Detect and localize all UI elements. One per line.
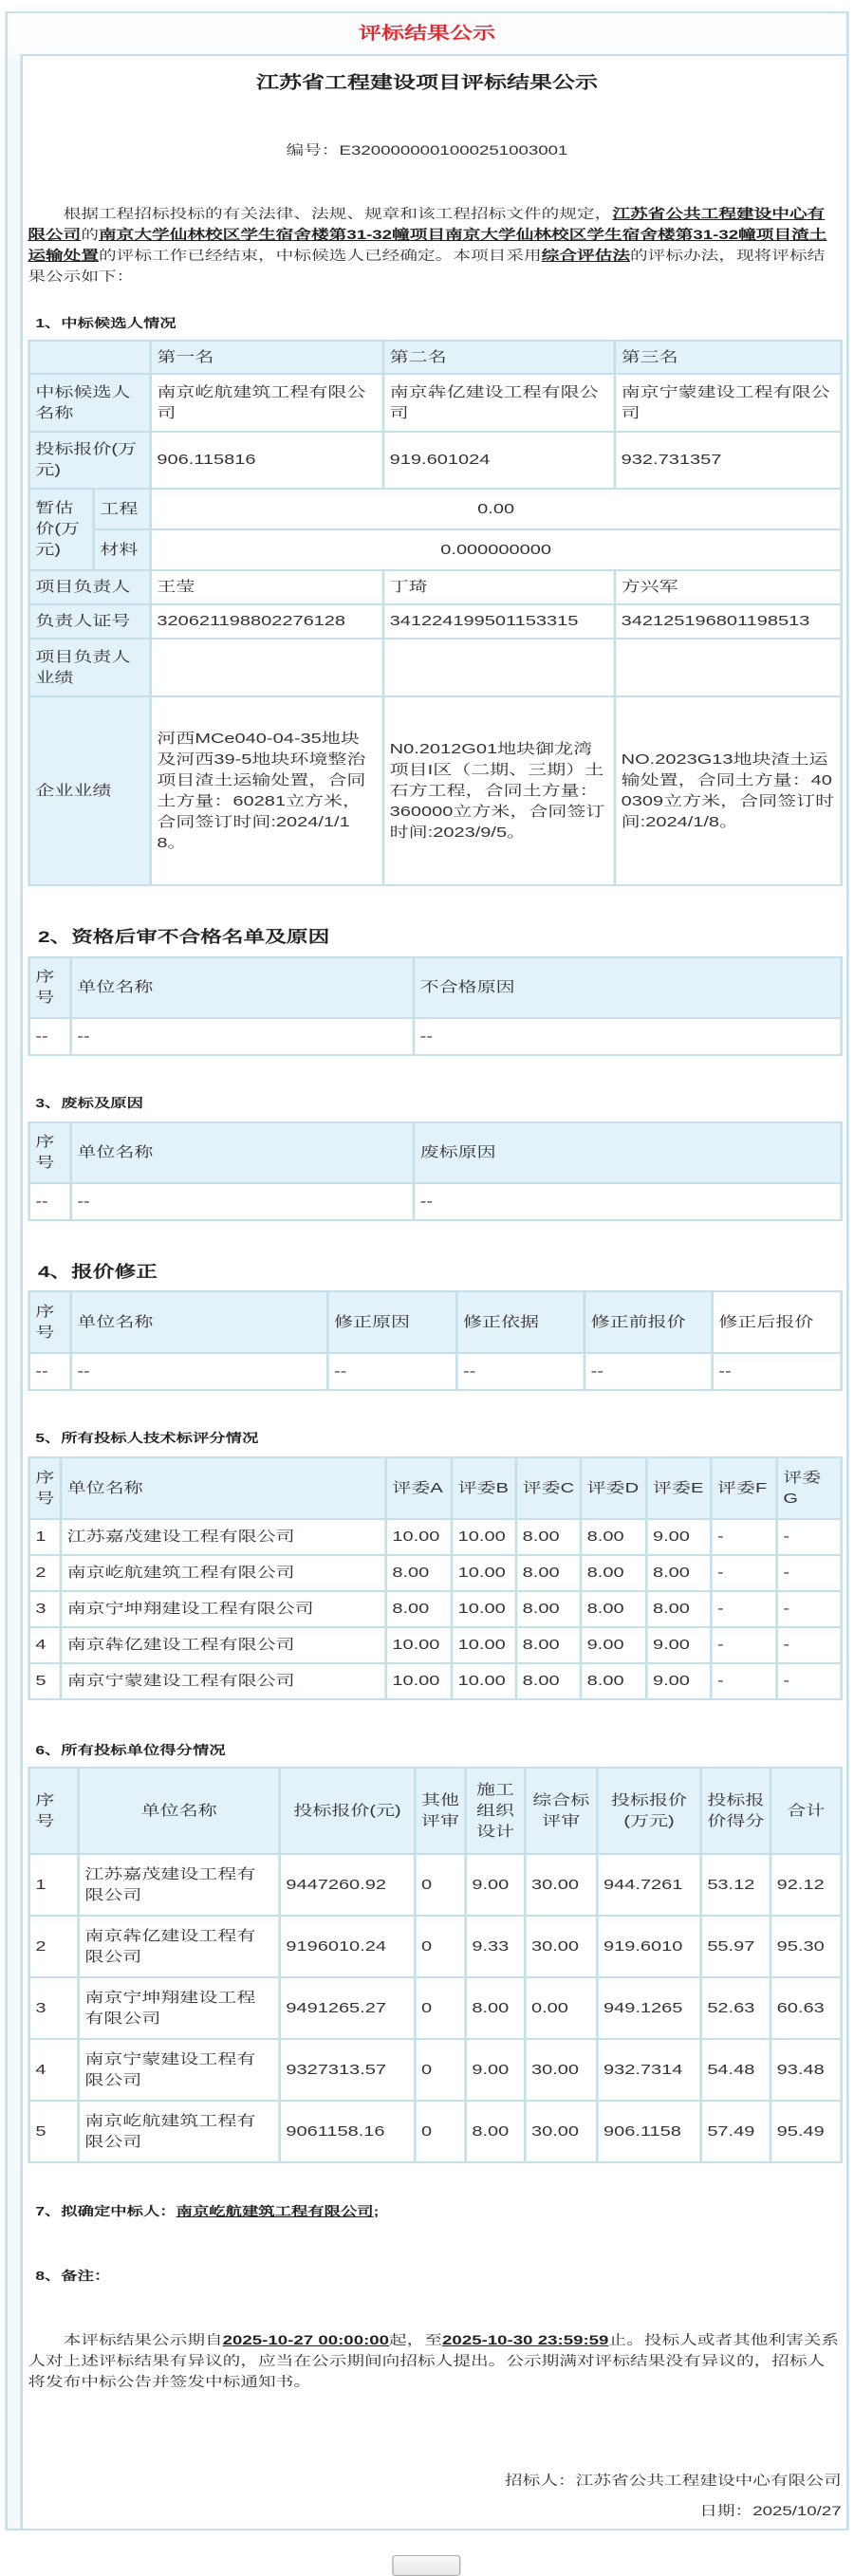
table-cell: 南京宁蒙建设工程有限公司 <box>79 2039 280 2101</box>
table-cell: 南京屹航建筑工程有限公司 <box>61 1555 386 1591</box>
banner-title: 评标结果公示 <box>8 13 846 56</box>
table-cell: 8.00 <box>386 1591 452 1627</box>
table-cell: 8.00 <box>386 1555 452 1591</box>
table-cell: 10.00 <box>386 1519 452 1555</box>
section-6-heading: 6、所有投标单位得分情况 <box>35 1743 226 1757</box>
bottom-button[interactable] <box>392 2555 460 2576</box>
table-cell: -- <box>29 1018 71 1055</box>
project-manager: 王莹 <box>151 570 383 604</box>
table-cell: 30.00 <box>525 2101 597 2162</box>
column-header: 废标原因 <box>414 1122 842 1183</box>
table-cell: 南京犇亿建设工程有限公司 <box>79 1916 280 1977</box>
table-cell: 54.48 <box>701 2039 770 2101</box>
punctuation: ; <box>373 2204 380 2218</box>
table-cell: 0 <box>415 2039 465 2101</box>
column-header: 投标报价(元) <box>280 1768 416 1854</box>
table-cell: -- <box>414 1183 842 1220</box>
table-cell: 9327313.57 <box>280 2039 416 2101</box>
table-cell: 9.33 <box>466 1916 526 1977</box>
project-manager: 方兴军 <box>615 570 842 604</box>
column-header: 评委E <box>646 1457 711 1519</box>
table-cell: - <box>777 1663 842 1699</box>
table-cell: -- <box>327 1353 456 1390</box>
page-title: 江苏省工程建设项目评标结果公示 <box>255 73 598 92</box>
table-cell: -- <box>29 1183 71 1220</box>
table-cell: 8.00 <box>516 1591 581 1627</box>
table-cell: 9196010.24 <box>280 1916 416 1977</box>
table-cell: 南京宁坤翔建设工程有限公司 <box>61 1591 386 1627</box>
cert-number: 342125196801198513 <box>615 604 842 639</box>
table-cell: -- <box>414 1018 842 1055</box>
row-label: 项目负责人 <box>29 570 151 604</box>
table-cell: 8.00 <box>516 1663 581 1699</box>
table-cell: 30.00 <box>525 1854 597 1916</box>
table-cell: 8.00 <box>516 1519 581 1555</box>
table-cell: 9.00 <box>466 1854 526 1916</box>
table-cell: 4 <box>29 2039 79 2101</box>
column-header: 评委G <box>777 1457 842 1519</box>
section-4-heading: 4、报价修正 <box>37 1263 158 1281</box>
table-row <box>29 1977 842 2039</box>
table-cell: 0 <box>415 1977 465 2039</box>
technical-score-table <box>28 1456 843 1700</box>
table-cell: - <box>711 1663 776 1699</box>
table-cell: 10.00 <box>452 1555 516 1591</box>
table-cell: -- <box>585 1353 713 1390</box>
remarks-paragraph <box>28 2329 841 2392</box>
row-label: 负责人证号 <box>29 604 151 639</box>
section-3-heading: 3、废标及原因 <box>35 1096 143 1110</box>
column-header: 修正后报价 <box>713 1291 842 1353</box>
candidate-name: 南京犇亿建设工程有限公司 <box>383 374 615 432</box>
period-start: 2025-10-27 00:00:00 <box>222 2332 390 2347</box>
table-cell: - <box>711 1555 776 1591</box>
table-cell: 2 <box>29 1916 79 1977</box>
pm-performance <box>151 639 383 696</box>
row-sublabel: 工程 <box>94 489 151 529</box>
table-cell: 9.00 <box>646 1627 711 1663</box>
table-cell: 944.7261 <box>597 1854 700 1916</box>
table-cell: 8.00 <box>581 1591 646 1627</box>
table-cell: 9.00 <box>581 1627 646 1663</box>
table-cell: 3 <box>29 1591 61 1627</box>
column-header: 不合格原因 <box>414 957 842 1018</box>
total-score-table <box>28 1767 843 2163</box>
table-cell: - <box>777 1591 842 1627</box>
table-cell: 93.48 <box>770 2039 842 2101</box>
table-cell: 江苏嘉茂建设工程有限公司 <box>61 1519 386 1555</box>
column-header: 序号 <box>29 1291 71 1353</box>
candidate-name: 南京屹航建筑工程有限公司 <box>151 374 383 432</box>
column-header: 投标报价得分 <box>701 1768 770 1854</box>
est-engineering: 0.00 <box>151 489 842 529</box>
table-row <box>29 1854 842 1916</box>
company-performance: N0.2012G01地块御龙湾项目I区（二期、三期）土石方工程，合同土方量：360000立方米，合同签订时间:2023/9/5。 <box>383 696 615 885</box>
column-header: 评委C <box>516 1457 581 1519</box>
intro-paragraph <box>28 203 841 287</box>
column-header: 修正前报价 <box>585 1291 713 1353</box>
table-cell: -- <box>456 1353 585 1390</box>
table-cell: 57.49 <box>701 2101 770 2162</box>
table-cell: 10.00 <box>386 1627 452 1663</box>
column-header: 评委F <box>711 1457 776 1519</box>
row-label: 投标报价(万元) <box>29 432 151 489</box>
table-cell: 10.00 <box>452 1627 516 1663</box>
table-cell: 8.00 <box>581 1519 646 1555</box>
intro-text: 的评标工作已经结束，中标候选人已经确定。本项目采用 <box>98 248 542 263</box>
table-cell: 1 <box>29 1519 61 1555</box>
table-row <box>29 1663 842 1699</box>
table-row <box>29 1555 842 1591</box>
table-cell: 30.00 <box>525 1916 597 1977</box>
table-cell: 8.00 <box>581 1663 646 1699</box>
table-row <box>29 1627 842 1663</box>
table-cell: 30.00 <box>525 2039 597 2101</box>
rank-header: 第二名 <box>383 341 615 374</box>
table-cell: 906.1158 <box>597 2101 700 2162</box>
table-cell: 0 <box>415 2101 465 2162</box>
remarks-text: 止。投标人或者其他利害关系人对上述评标结果有异议的，应当在公示期间向招标人提出。公示期满对评标结果没有异议的，招标人将发布中标公告并签发中标通知书。 <box>28 2332 840 2389</box>
project-name: 南京大学仙林校区学生宿舍楼第31-32幢项目南京大学仙林校区学生宿舍楼第31-32幢项目渣土运输处置 <box>28 227 827 263</box>
table-cell: 9.00 <box>646 1519 711 1555</box>
table-cell: 4 <box>29 1627 61 1663</box>
column-header: 施工组织设计 <box>466 1768 526 1854</box>
table-row <box>29 2101 842 2162</box>
table-cell: 南京犇亿建设工程有限公司 <box>61 1627 386 1663</box>
row-label: 暂估价(万元) <box>29 489 94 570</box>
table-cell: 10.00 <box>452 1663 516 1699</box>
table-cell: 55.97 <box>701 1916 770 1977</box>
signature-date: 日期：2025/10/27 <box>699 2503 842 2518</box>
column-header: 序号 <box>29 1457 61 1519</box>
table-cell: 95.49 <box>770 2101 842 2162</box>
table-cell: -- <box>71 1353 328 1390</box>
column-header: 单位名称 <box>71 1291 328 1353</box>
table-cell: -- <box>71 1018 414 1055</box>
table-cell: 南京宁坤翔建设工程有限公司 <box>79 1977 280 2039</box>
table-cell: 52.63 <box>701 1977 770 2039</box>
rejected-table <box>28 1121 843 1221</box>
cert-number: 320621198802276128 <box>151 604 383 639</box>
rank-header: 第一名 <box>151 341 383 374</box>
table-cell: 8.00 <box>516 1555 581 1591</box>
table-row <box>29 1519 842 1555</box>
project-manager: 丁琦 <box>383 570 615 604</box>
table-cell: 919.6010 <box>597 1916 700 1977</box>
column-header: 序号 <box>29 957 71 1018</box>
column-header: 单位名称 <box>61 1457 386 1519</box>
side-stripe <box>8 54 23 2529</box>
table-cell: - <box>777 1555 842 1591</box>
table-cell: -- <box>713 1353 842 1390</box>
table-cell: 53.12 <box>701 1854 770 1916</box>
section-7-heading: 7、拟确定中标人： <box>35 2204 176 2218</box>
price-correction-table <box>28 1290 843 1391</box>
table-row <box>29 1591 842 1627</box>
table-cell: 9061158.16 <box>280 2101 416 2162</box>
column-header: 其他评审 <box>415 1768 465 1854</box>
row-label: 企业业绩 <box>29 696 151 885</box>
table-row <box>29 1916 842 1977</box>
tenderer-link: 江苏省公共工程建设中心有限公司 <box>28 206 826 242</box>
disqualified-table <box>28 956 843 1056</box>
company-performance: NO.2023G13地块渣土运输处置，合同土方量：400309立方米，合同签订时间:2024/1/8。 <box>615 696 842 885</box>
remarks-text: 本评标结果公示期自 <box>63 2332 223 2347</box>
table-cell: 8.00 <box>646 1591 711 1627</box>
table-cell: 8.00 <box>516 1627 581 1663</box>
pm-performance <box>383 639 615 696</box>
table-cell: 9491265.27 <box>280 1977 416 2039</box>
table-cell: 8.00 <box>646 1555 711 1591</box>
table-cell: 南京屹航建筑工程有限公司 <box>79 2101 280 2162</box>
table-cell: - <box>777 1519 842 1555</box>
table-cell: 10.00 <box>452 1519 516 1555</box>
row-sublabel: 材料 <box>94 529 151 570</box>
table-cell: 8.00 <box>466 1977 526 2039</box>
table-cell: 0.00 <box>525 1977 597 2039</box>
table-cell: - <box>777 1627 842 1663</box>
section-7 <box>35 2201 379 2219</box>
table-cell: 9.00 <box>646 1663 711 1699</box>
column-header: 单位名称 <box>71 957 414 1018</box>
section-1-heading: 1、中标候选人情况 <box>35 316 176 330</box>
table-cell: 95.30 <box>770 1916 842 1977</box>
candidates-table <box>28 340 843 886</box>
column-header: 序号 <box>29 1768 79 1854</box>
section-2-heading: 2、资格后审不合格名单及原因 <box>37 928 330 946</box>
candidate-name: 南京宁蒙建设工程有限公司 <box>615 374 842 432</box>
column-header: 修正原因 <box>327 1291 456 1353</box>
rank-header: 第三名 <box>615 341 842 374</box>
column-header: 单位名称 <box>79 1768 280 1854</box>
column-header: 评委A <box>386 1457 452 1519</box>
column-header: 评委D <box>581 1457 646 1519</box>
cert-number: 341224199501153315 <box>383 604 615 639</box>
column-header: 综合标评审 <box>525 1768 597 1854</box>
pm-performance <box>615 639 842 696</box>
column-header: 序号 <box>29 1122 71 1183</box>
table-cell: 2 <box>29 1555 61 1591</box>
column-header: 投标报价(万元) <box>597 1768 700 1854</box>
table-cell: 1 <box>29 1854 79 1916</box>
table-row <box>29 2039 842 2101</box>
table-cell: 10.00 <box>452 1591 516 1627</box>
column-header: 评委B <box>452 1457 516 1519</box>
intro-text: 的 <box>81 227 99 242</box>
table-cell: 932.7314 <box>597 2039 700 2101</box>
table-cell: -- <box>29 1353 71 1390</box>
row-label: 项目负责人业绩 <box>29 639 151 696</box>
notice-code: 编号：E3200000001000251003001 <box>286 142 568 158</box>
table-cell: 9.00 <box>466 2039 526 2101</box>
column-header: 单位名称 <box>71 1122 414 1183</box>
bid-price: 932.731357 <box>615 432 842 489</box>
section-8-heading: 8、备注： <box>35 2269 111 2283</box>
eval-method: 综合评估法 <box>541 248 630 263</box>
table-cell: 9447260.92 <box>280 1854 416 1916</box>
intro-text: 的评标办法，现将评标结果公示如下： <box>28 248 826 284</box>
table-cell: 10.00 <box>386 1663 452 1699</box>
remarks-text: 起，至 <box>389 2332 443 2347</box>
table-cell: 92.12 <box>770 1854 842 1916</box>
table-cell: 江苏嘉茂建设工程有限公司 <box>79 1854 280 1916</box>
table-cell: 南京宁蒙建设工程有限公司 <box>61 1663 386 1699</box>
company-performance: 河西MCe040-04-35地块及河西39-5地块环境整治项目渣土运输处置，合同土方量：60281立方米，合同签订时间:2024/1/18。 <box>151 696 383 885</box>
signature-tenderer: 招标人：江苏省公共工程建设中心有限公司 <box>504 2473 842 2488</box>
section-5-heading: 5、所有投标人技术标评分情况 <box>35 1431 259 1445</box>
intro-text: 根据工程招标投标的有关法律、法规、规章和该工程招标文件的规定， <box>63 206 613 221</box>
table-cell: 8.00 <box>581 1555 646 1591</box>
bid-price: 919.601024 <box>383 432 615 489</box>
table-cell: 949.1265 <box>597 1977 700 2039</box>
bid-price: 906.115816 <box>151 432 383 489</box>
table-cell: 0 <box>415 1916 465 1977</box>
table-cell: 5 <box>29 1663 61 1699</box>
period-end: 2025-10-30 23:59:59 <box>442 2332 609 2347</box>
table-cell: 8.00 <box>466 2101 526 2162</box>
table-cell: - <box>711 1627 776 1663</box>
table-cell: - <box>711 1591 776 1627</box>
column-header: 合计 <box>770 1768 842 1854</box>
table-cell: 60.63 <box>770 1977 842 2039</box>
table-cell: 5 <box>29 2101 79 2162</box>
table-cell: - <box>711 1519 776 1555</box>
est-material: 0.000000000 <box>151 529 842 570</box>
table-cell: 0 <box>415 1854 465 1916</box>
blank-cell <box>29 341 151 374</box>
table-cell: 3 <box>29 1977 79 2039</box>
proposed-winner: 南京屹航建筑工程有限公司 <box>176 2204 374 2218</box>
row-label: 中标候选人名称 <box>29 374 151 432</box>
column-header: 修正依据 <box>456 1291 585 1353</box>
table-cell: -- <box>71 1183 414 1220</box>
